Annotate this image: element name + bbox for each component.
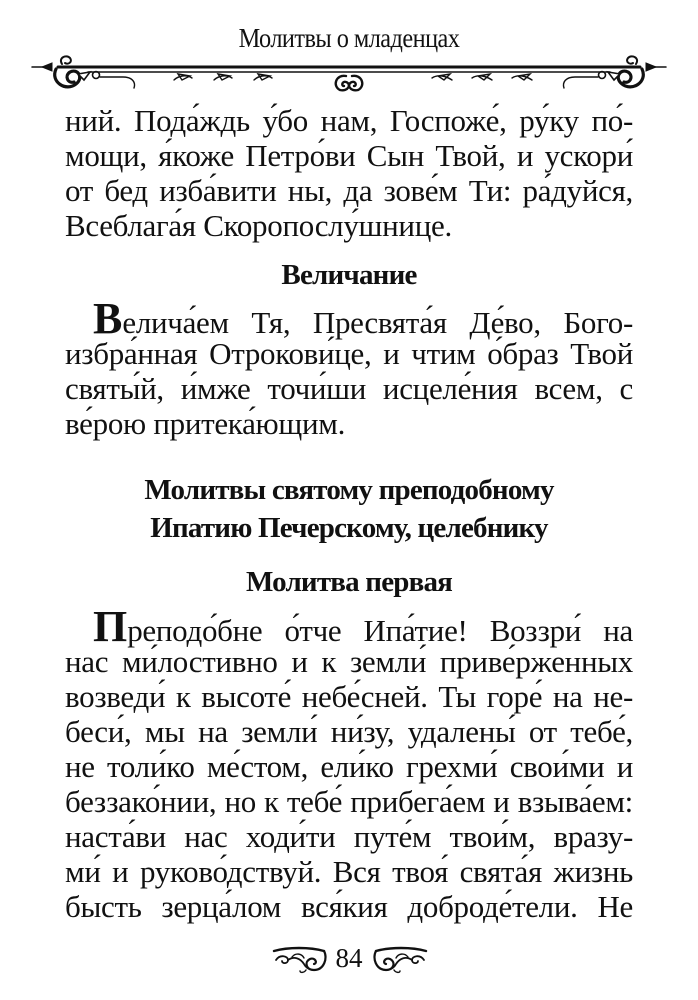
text-line	[65, 602, 633, 651]
text-line: святы́й, и́мже точи́ши исцеле́ния всем, с	[65, 371, 633, 406]
drop-cap: П	[93, 602, 128, 651]
page-number: 84	[335, 943, 363, 973]
text-line-rest: реподо́бне о́тче Ипа́тие! Воззри́ на	[127, 613, 633, 648]
text-line: возведи́ к высоте́ небе́сней. Ты горе́ на не-	[65, 679, 633, 714]
text-line: избра́нная Отрокови́це, и чтим о́браз Твой	[65, 336, 633, 371]
section-heading-line: Молитвы святому преподобному	[144, 474, 554, 506]
text-line: не толи́ко ме́стом, ели́ко грехми́ свои́ми и	[65, 749, 633, 784]
running-head: Молитвы о младенцах	[238, 23, 460, 53]
text-line: мощи, я́коже Петро́ви Сын Твой, и ускори́	[65, 138, 633, 173]
footer-left-flourish-icon	[270, 946, 328, 974]
text-line: ми́ и руково́дствуй. Вся твоя́ свята́я жизнь	[65, 854, 633, 889]
paragraph-prayer-first	[65, 602, 633, 924]
text-line: ве́рою притека́ющим.	[65, 406, 346, 441]
text-line: от бед изба́вити ны, да зове́м Ти: ра́дуйся,	[65, 173, 633, 208]
paragraph-continuation	[65, 103, 633, 243]
text-line: наста́ви нас ходи́ти путе́м твои́м, вразу-	[65, 819, 633, 854]
subheading-prayer-first: Молитва первая	[245, 566, 453, 598]
section-heading-line: Ипатию Печерскому, целебнику	[150, 512, 548, 544]
page-footer	[0, 940, 698, 976]
text-line: ний. Пода́ждь у́бо нам, Госпоже́, ру́ку по́-	[65, 103, 633, 138]
text-line: беззако́нии, но к тебе́ прибега́ем и взыва́ем:	[65, 784, 633, 819]
text-line: беси́, мы на земли́ ни́зу, удалены́ от тебе́,	[65, 714, 633, 749]
text-line: нас ми́лостивно и к земли́ приве́рженных	[65, 644, 633, 679]
text-line	[65, 294, 633, 343]
paragraph-velichanie	[65, 294, 633, 441]
text-line: бысть зерца́лом вся́кия доброде́тели. Не	[65, 889, 633, 924]
footer-right-flourish-icon	[372, 946, 430, 974]
section-heading-velichanie: Величание	[281, 259, 417, 291]
header-ornament-rule-icon	[28, 54, 670, 96]
drop-cap: В	[93, 294, 123, 343]
text-line: Всеблага́я Скоропослу́шнице.	[65, 208, 452, 243]
text-line-rest: елича́ем Тя, Пресвята́я Де́во, Бого-	[122, 305, 633, 340]
